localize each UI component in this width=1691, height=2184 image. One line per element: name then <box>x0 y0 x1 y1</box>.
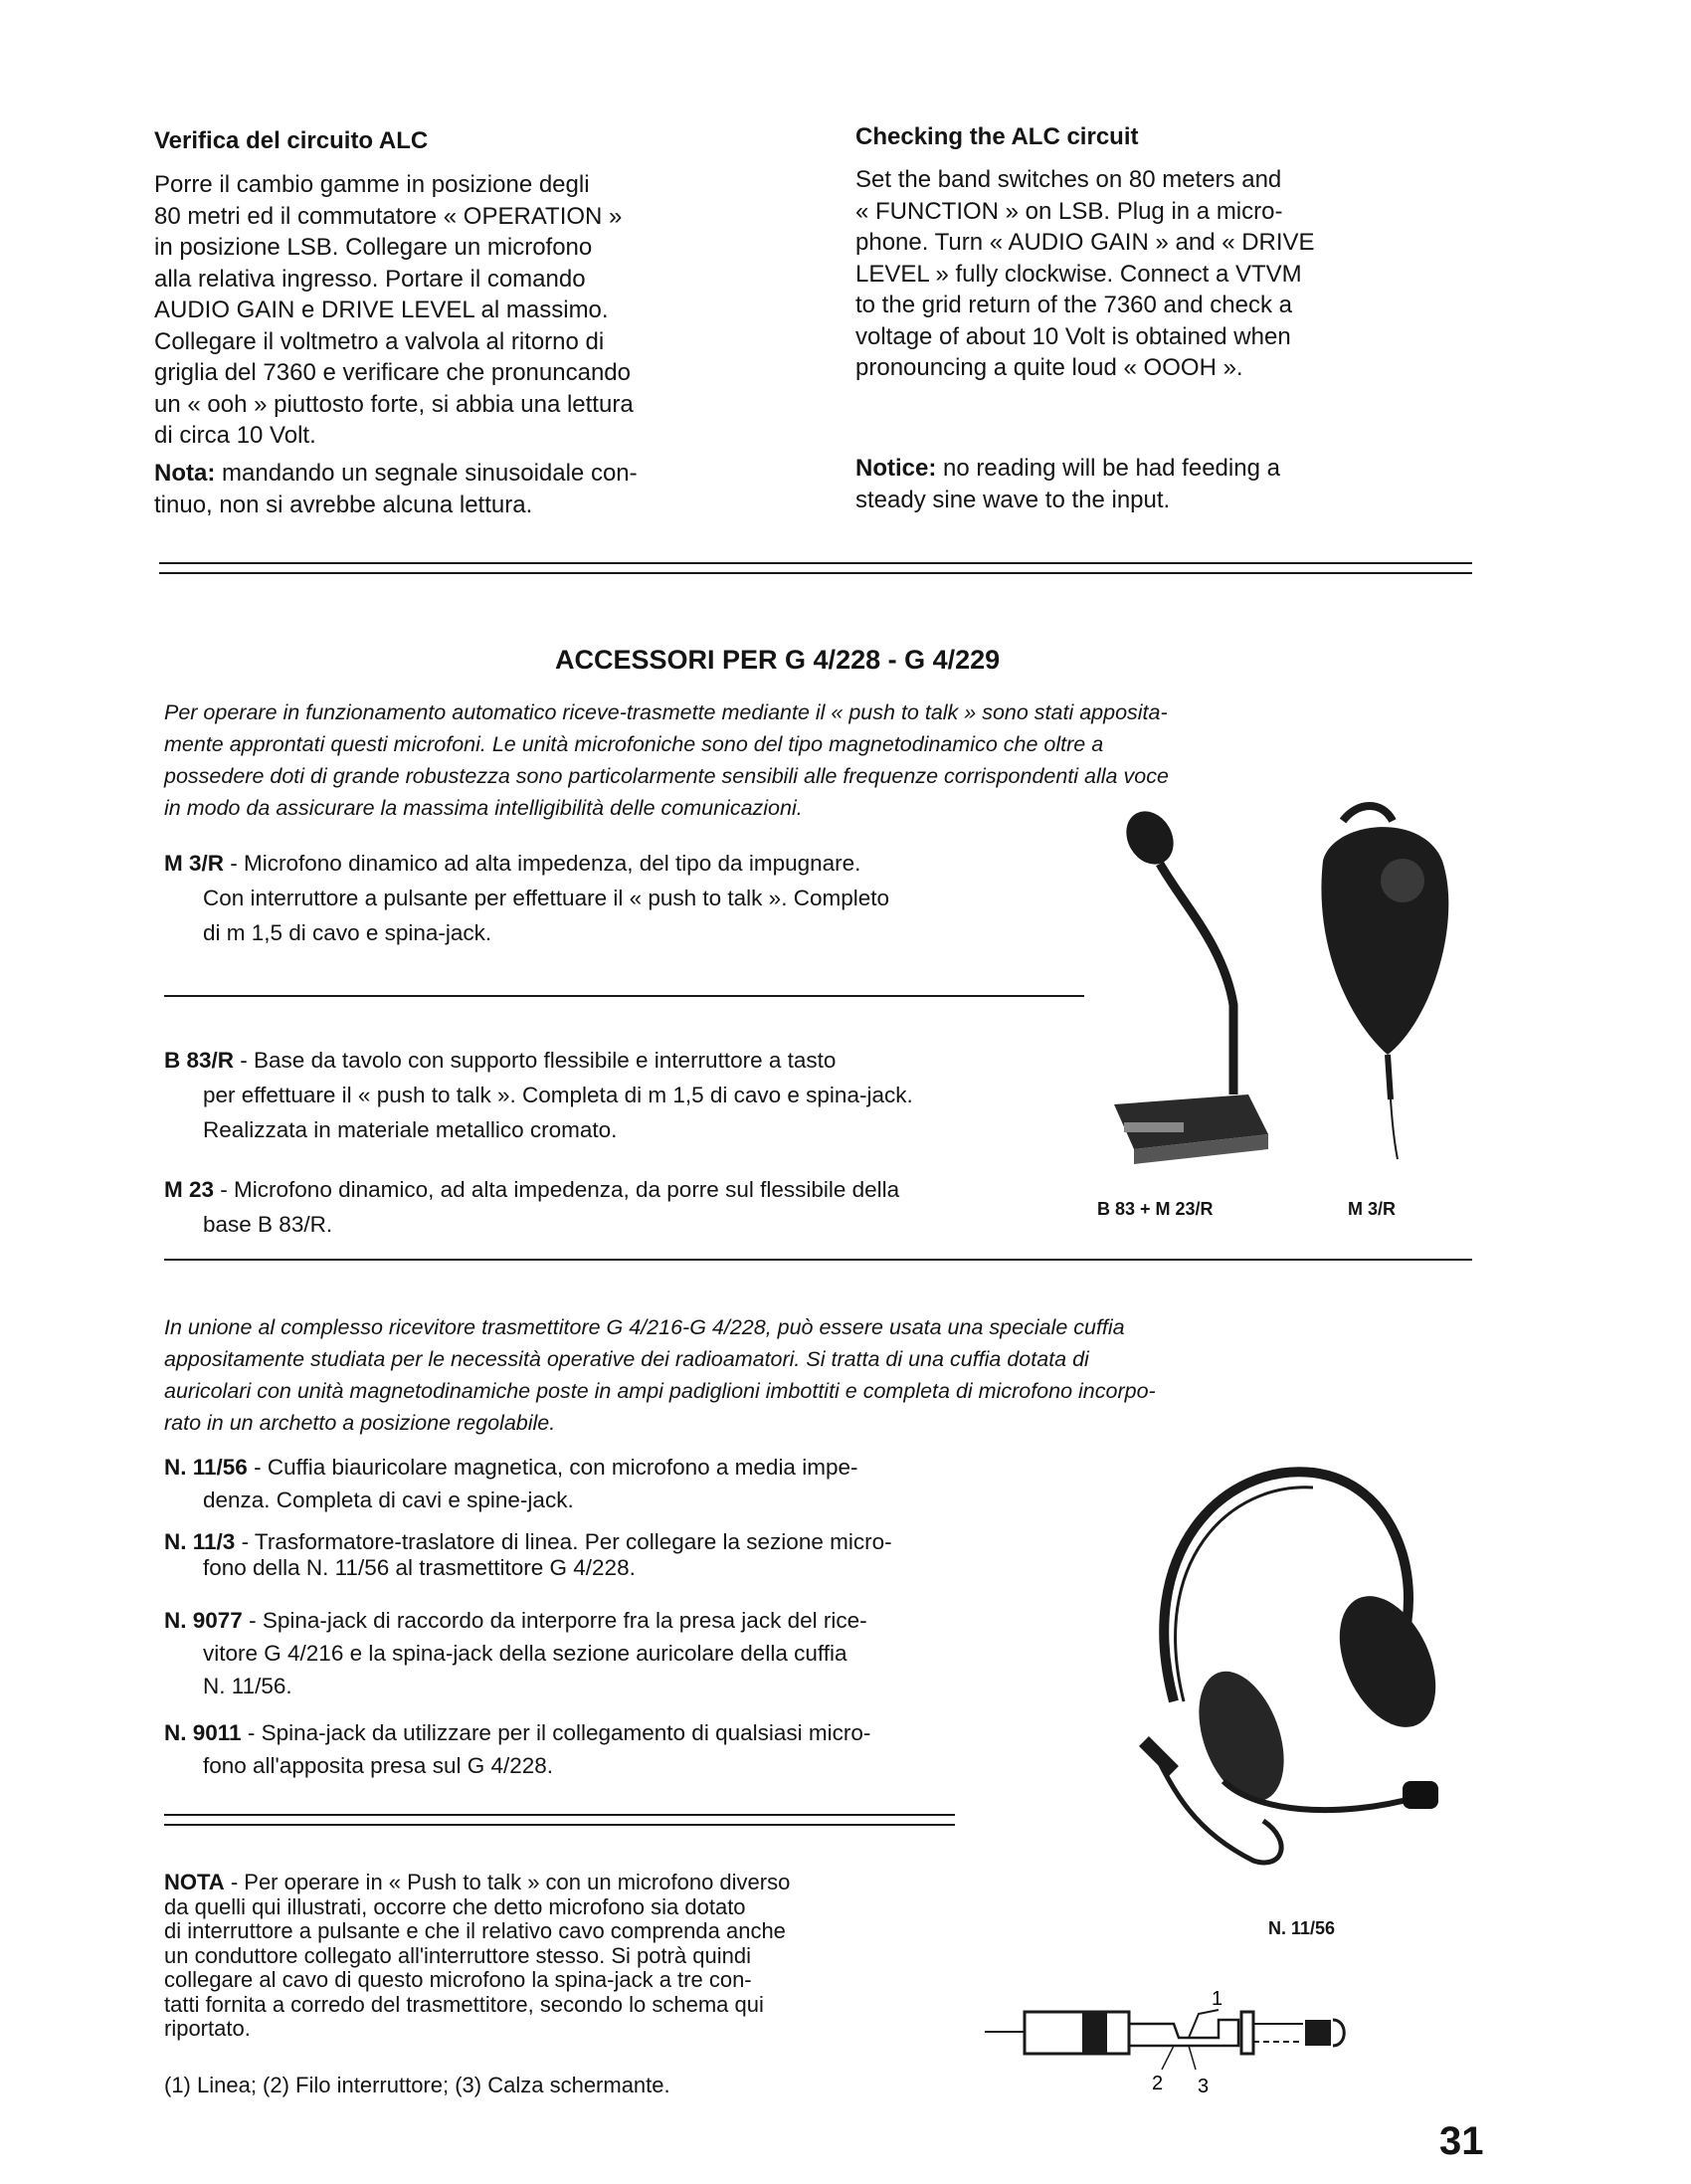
item-code: N. 9011 <box>164 1720 242 1745</box>
text-line: appositamente studiata per le necessità operative dei radioamatori. Si tratta di una cuffia dotata di <box>164 1347 1089 1371</box>
item-text: - Spina-jack di raccordo da interporre fra la presa jack del rice- <box>249 1608 867 1633</box>
nota-text: riportato. <box>164 2016 251 2041</box>
separator-line <box>159 562 1472 564</box>
item-code: N. 9077 <box>164 1608 243 1633</box>
separator-line <box>164 1824 955 1826</box>
nota-block <box>164 1871 980 2042</box>
text-line: Per operare in funzionamento automatico riceve-trasmette mediante il « push to talk » sono stati apposita- <box>164 700 1168 724</box>
accessories-title: ACCESSORI PER G 4/228 - G 4/229 <box>555 645 1001 675</box>
accessory-item <box>164 1043 1099 1147</box>
text-line: alla relativa ingresso. Portare il comando <box>154 265 586 293</box>
headset-item <box>164 1604 1089 1702</box>
alc-en-notice <box>855 453 1492 515</box>
text-line: phone. Turn « AUDIO GAIN » and « DRIVE <box>855 229 1315 256</box>
page-number: 31 <box>1439 2119 1484 2163</box>
text-line: 80 metri ed il commutatore « OPERATION » <box>154 202 623 230</box>
text-line: in posizione LSB. Collegare un microfono <box>154 234 593 261</box>
item-text: - Microfono dinamico, ad alta impedenza, da porre sul flessibile della <box>220 1177 900 1202</box>
nota-text: collegare al cavo di questo microfono la spina-jack a tre con- <box>164 1967 752 1992</box>
notice-text: steady sine wave to the input. <box>855 486 1171 513</box>
alc-it-note <box>154 458 781 520</box>
alc-it-title: Verifica del circuito ALC <box>154 127 429 154</box>
separator-line <box>159 572 1472 574</box>
note-text: tinuo, non si avrebbe alcuna lettura. <box>154 491 533 518</box>
item-text: di m 1,5 di cavo e spina-jack. <box>203 920 492 945</box>
hand-microphone-illustration <box>1303 801 1462 1159</box>
headset-item <box>164 1529 1089 1581</box>
text-line: mente approntati questi microfoni. Le unità microfoniche sono del tipo magnetodinamico che oltre a <box>164 732 1104 756</box>
item-text: base B 83/R. <box>203 1212 333 1237</box>
item-text: Realizzata in materiale metallico cromato. <box>203 1117 618 1142</box>
text-line: rato in un archetto a posizione regolabile. <box>164 1411 556 1435</box>
text-line: LEVEL » fully clockwise. Connect a VTVM <box>855 260 1302 288</box>
item-code: M 23 <box>164 1177 215 1202</box>
item-text: fono della N. 11/56 al trasmettitore G 4/228. <box>203 1555 636 1580</box>
nota-text: un conduttore collegato all'interruttore stesso. Si potrà quindi <box>164 1942 751 1968</box>
marker-3: 3 <box>1198 2076 1210 2097</box>
nota-text: tatti fornita a corredo del trasmettitore, secondo lo schema qui <box>164 1991 764 2017</box>
caption-desk-microphone: B 83 + M 23/R <box>1097 1199 1214 1219</box>
text-line: AUDIO GAIN e DRIVE LEVEL al massimo. <box>154 297 609 323</box>
item-text: per effettuare il « push to talk ». Completa di m 1,5 di cavo e spina-jack. <box>203 1083 913 1107</box>
desk-microphone-illustration <box>1094 806 1273 1174</box>
item-text: fono all'apposita presa sul G 4/228. <box>203 1753 554 1778</box>
text-line: voltage of about 10 Volt is obtained when <box>855 322 1291 350</box>
jack-plug-schematic <box>985 1990 1452 2099</box>
text-line: griglia del 7360 e verificare che pronuncando <box>154 359 631 386</box>
note-text: mandando un segnale sinusoidale con- <box>222 460 638 487</box>
accessory-item <box>164 846 1099 950</box>
notice-text: no reading will be had feeding a <box>943 455 1280 482</box>
accessory-item <box>164 1172 1099 1242</box>
nota-legend: (1) Linea; (2) Filo interruttore; (3) Calza schermante. <box>164 2073 670 2097</box>
item-text: - Cuffia biauricolare magnetica, con microfono a media impe- <box>254 1455 858 1480</box>
item-text: Con interruttore a pulsante per effettuare il « push to talk ». Completo <box>203 886 889 910</box>
headset-illustration <box>1134 1453 1472 1871</box>
item-text: - Spina-jack da utilizzare per il collegamento di qualsiasi micro- <box>247 1720 871 1745</box>
text-line: Collegare il voltmetro a valvola al ritorno di <box>154 327 605 355</box>
item-code: M 3/R <box>164 851 225 876</box>
alc-en-title: Checking the ALC circuit <box>855 123 1139 150</box>
separator-line <box>164 1259 1472 1261</box>
caption-hand-microphone: M 3/R <box>1348 1199 1397 1219</box>
headset-item <box>164 1716 1089 1782</box>
text-line: to the grid return of the 7360 and check a <box>855 292 1292 318</box>
item-text: - Microfono dinamico ad alta impedenza, del tipo da impugnare. <box>230 851 861 876</box>
separator-line <box>164 1814 955 1816</box>
nota-label: NOTA <box>164 1870 225 1894</box>
text-line: in modo da assicurare la massima intelligibilità delle comunicazioni. <box>164 796 803 820</box>
item-code: N. 11/56 <box>164 1455 248 1480</box>
text-line: In unione al complesso ricevitore trasmettitore G 4/216-G 4/228, può essere usata una speciale cuffia <box>164 1315 1125 1339</box>
text-line: Set the band switches on 80 meters and <box>855 166 1282 193</box>
item-code: N. 11/3 <box>164 1529 236 1554</box>
nota-text: - Per operare in « Push to talk » con un microfono diverso <box>230 1870 791 1894</box>
caption-headset: N. 11/56 <box>1268 1918 1336 1938</box>
nota-text: di interruttore a pulsante e che il relativo cavo comprenda anche <box>164 1918 786 1943</box>
text-line: Porre il cambio gamme in posizione degli <box>154 171 590 198</box>
alc-it-body <box>154 169 781 452</box>
headset-intro <box>164 1311 1497 1439</box>
text-line: di circa 10 Volt. <box>154 422 316 449</box>
item-text: N. 11/56. <box>203 1674 292 1698</box>
text-line: pronouncing a quite loud « OOOH ». <box>855 354 1243 381</box>
alc-en-body <box>855 164 1492 384</box>
item-code: B 83/R <box>164 1048 235 1073</box>
marker-2: 2 <box>1152 2073 1164 2094</box>
marker-1: 1 <box>1212 1988 1223 2010</box>
text-line: « FUNCTION » on LSB. Plug in a micro- <box>855 197 1283 225</box>
separator-line <box>164 995 1084 997</box>
item-text: - Trasformatore-traslatore di linea. Per collegare la sezione micro- <box>241 1529 892 1554</box>
headset-item <box>164 1451 1089 1516</box>
item-text: - Base da tavolo con supporto flessibile e interruttore a tasto <box>240 1048 837 1073</box>
item-text: vitore G 4/216 e la spina-jack della sezione auricolare della cuffia <box>203 1641 847 1666</box>
text-line: un « ooh » piuttosto forte, si abbia una lettura <box>154 390 634 418</box>
text-line: auricolari con unità magnetodinamiche poste in ampi padiglioni imbottiti e completa di microfono incorpo- <box>164 1379 1156 1403</box>
accessories-intro <box>164 696 1497 824</box>
nota-text: da quelli qui illustrati, occorre che detto microfono sia dotato <box>164 1893 746 1919</box>
notice-label: Notice: <box>855 455 937 482</box>
item-text: denza. Completa di cavi e spine-jack. <box>203 1488 574 1512</box>
text-line: possedere doti di grande robustezza sono particolarmente sensibili alle frequenze corrispondenti alla voce <box>164 764 1169 788</box>
note-label: Nota: <box>154 460 216 487</box>
